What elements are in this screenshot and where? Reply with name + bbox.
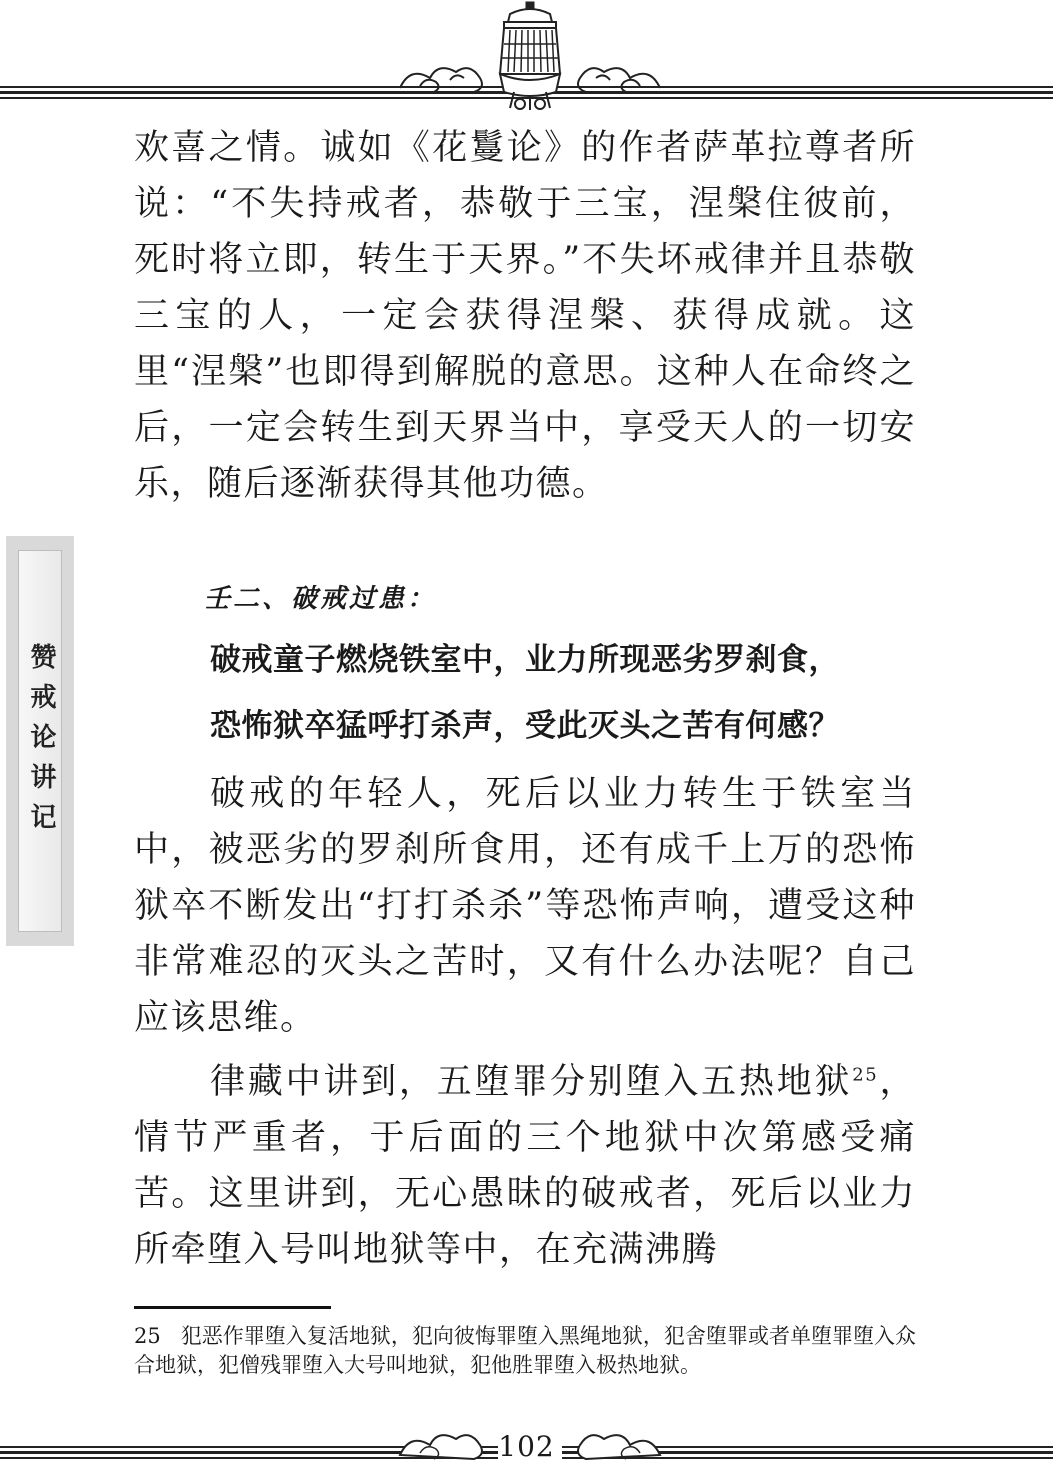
side-tab [6,536,74,946]
paragraph-3-text-b: ，情节严重者，于后面的三个地狱中次第感受痛苦。这里讲到，无心愚昧的破戒者，死后以业力所牵堕入号叫地狱等中，在充满沸腾 [134,1062,916,1270]
cloud-right-icon [578,68,660,92]
paragraph-3 [134,1054,916,1278]
footnote-divider [134,1306,331,1309]
paragraph-2: 破戒的年轻人，死后以业力转生于铁室当中，被恶劣的罗刹所食用，还有成千上万的恐怖狱卒不断发出“打打杀杀”等恐怖声响，遭受这种非常难忍的灭头之苦时，又有什么办法呢？自己应该思维。 [134,774,916,1038]
victory-banner-ornament-icon [380,0,680,112]
book-title-vertical: 赞戒论讲记 [26,643,56,843]
cloud-left-icon [400,68,482,92]
verse-line-2: 恐怖狱卒猛呼打杀声，受此灭头之苦有何感？ [210,708,840,744]
paragraph-1: 欢喜之情。诚如《花鬘论》的作者萨革拉尊者所说：“不失持戒者，恭敬于三宝，涅槃住彼前，死时将立即，转生于天界。”不失坏戒律并且恭敬三宝的人，一定会获得涅槃、获得成就。这里“涅槃”也即得到解脱的意思。这种人在命终之后，一定会转生到天界当中，享受天人的一切安乐，随后逐渐获得其他功德。 [134,128,916,504]
paragraph-3-text-a: 律藏中讲到，五堕罪分别堕入五热地狱 [210,1062,853,1102]
footnote [134,1322,916,1380]
footnote-reference[interactable]: 25 [852,1064,879,1086]
verse-line-1: 破戒童子燃烧铁室中，业力所现恶劣罗刹食， [210,642,840,678]
page-number: 102 [498,1430,555,1463]
footnote-number: 25 [134,1324,161,1348]
footnote-text: 犯恶作罪堕入复活地狱，犯向彼悔罪堕入黑绳地狱，犯舍堕罪或者单堕罪堕入众合地狱，犯僧残罪堕入大号叫地狱，犯他胜罪堕入极热地狱。 [134,1324,916,1377]
side-tab-panel [18,550,62,932]
section-heading: 壬二、破戒过患： [204,584,437,614]
